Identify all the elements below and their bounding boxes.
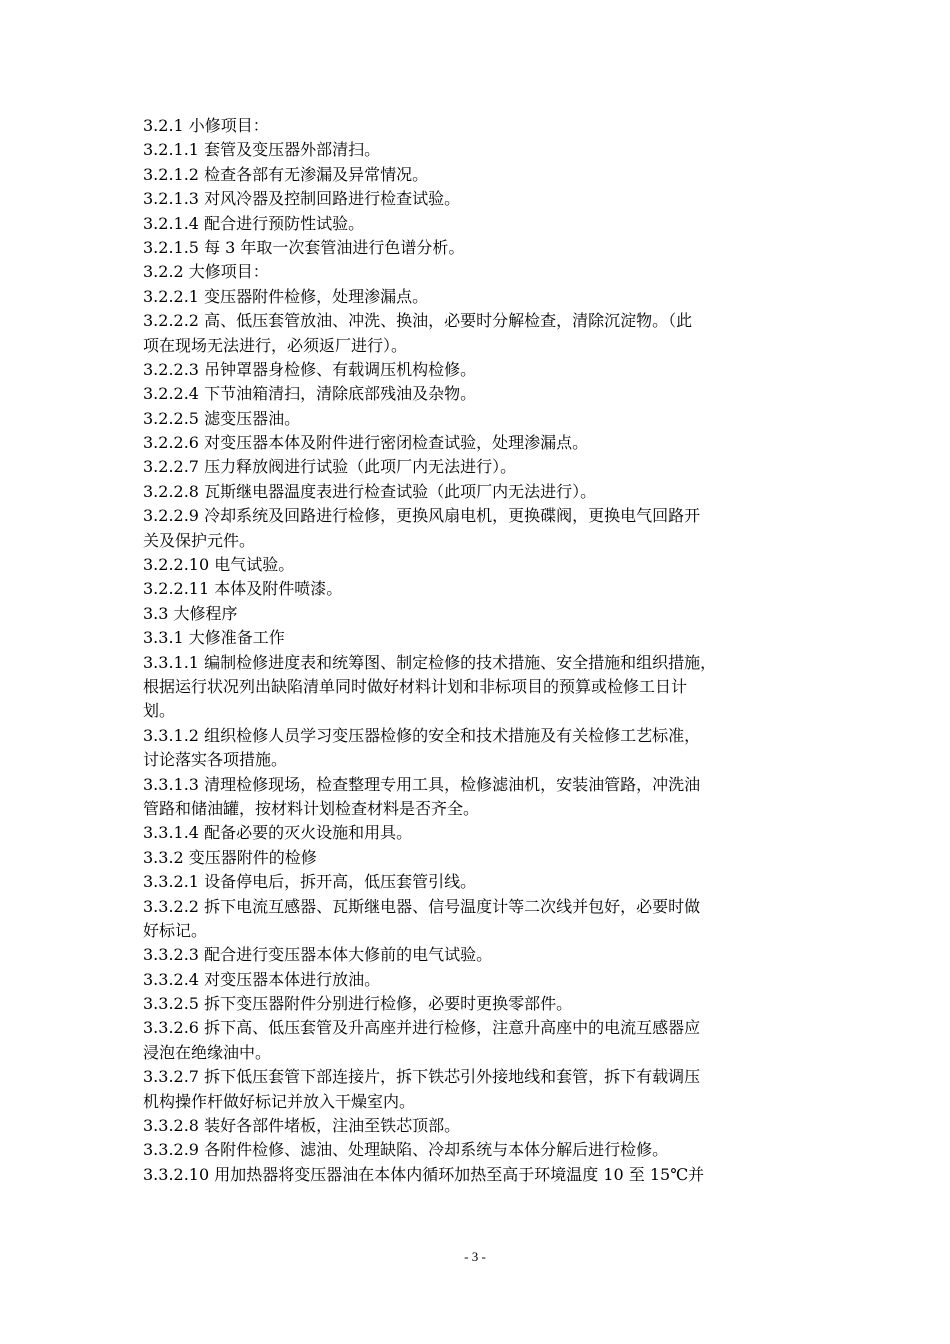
text-line: 3.2.2.9 冷却系统及回路进行检修，更换风扇电机，更换碟阀，更换电气回路开 xyxy=(143,506,701,526)
text-line: 3.2.2 大修项目： xyxy=(143,262,269,282)
text-line: 3.2.2.8 瓦斯继电器温度表进行检查试验（此项厂内无法进行）。 xyxy=(143,481,597,501)
text-line: 3.2.2.7 压力释放阀进行试验（此项厂内无法进行）。 xyxy=(143,457,517,477)
text-line: 3.2.1.1 套管及变压器外部清扫。 xyxy=(143,140,381,160)
text-line: 划。 xyxy=(143,701,176,721)
text-line: 管路和储油罐，按材料计划检查材料是否齐全。 xyxy=(143,798,480,818)
text-line: 3.2.1 小修项目： xyxy=(143,116,269,135)
text-line: 3.3.2.7 拆下低压套管下部连接片，拆下铁芯引外接地线和套管，拆下有载调压 xyxy=(143,1067,701,1087)
text-line: 3.3.2.1 设备停电后，拆开高，低压套管引线。 xyxy=(143,872,477,892)
text-line: 3.2.1.3 对风冷器及控制回路进行检查试验。 xyxy=(143,189,461,209)
text-line: 3.3.2.2 拆下电流互感器、瓦斯继电器、信号温度计等二次线并包好，必要时做 xyxy=(143,896,701,916)
text-line: 好标记。 xyxy=(143,920,208,940)
text-line: 3.2.2.3 吊钟罩器身检修、有载调压机构检修。 xyxy=(143,359,477,379)
text-line: 3.3.2.8 装好各部件堵板，注油至铁芯顶部。 xyxy=(143,1116,461,1136)
text-line: 3.3.1.4 配备必要的灭火设施和用具。 xyxy=(143,823,413,843)
text-line: 3.3.1.3 清理检修现场，检查整理专用工具，检修滤油机，安装油管路，冲洗油 xyxy=(143,774,701,794)
page-number: - 3 - xyxy=(464,1249,486,1264)
text-line: 3.3.2.3 配合进行变压器本体大修前的电气试验。 xyxy=(143,945,493,965)
text-line: 讨论落实各项措施。 xyxy=(143,750,288,770)
text-line: 项在现场无法进行，必须返厂进行）。 xyxy=(143,335,408,355)
text-line: 3.3.2.5 拆下变压器附件分别进行检修，必要时更换零部件。 xyxy=(143,994,573,1014)
text-line: 3.3.2.6 拆下高、低压套管及升高座并进行检修，注意升高座中的电流互感器应 xyxy=(143,1018,701,1038)
text-line: 3.2.2.6 对变压器本体及附件进行密闭检查试验，处理渗漏点。 xyxy=(143,433,589,453)
text-line: 3.2.1.2 检查各部有无渗漏及异常情况。 xyxy=(143,164,429,184)
text-line: 3.2.1.5 每 3 年取一次套管油进行色谱分析。 xyxy=(143,237,465,257)
text-line: 3.2.2.5 滤变压器油。 xyxy=(143,408,301,428)
text-line: 3.3.2 变压器附件的检修 xyxy=(143,847,317,867)
text-line: 根据运行状况列出缺陷清单同时做好材料计划和非标项目的预算或检修工日计 xyxy=(143,676,688,696)
text-line: 浸泡在绝缘油中。 xyxy=(143,1042,272,1062)
text-line: 3.3.2.10 用加热器将变压器油在本体内循环加热至高于环境温度 10 至 15℃并 xyxy=(143,1164,705,1184)
text-line: 3.3.1.2 组织检修人员学习变压器检修的安全和技术措施及有关检修工艺标准， xyxy=(143,725,701,745)
text-line: 3.3.2.4 对变压器本体进行放油。 xyxy=(143,969,381,989)
text-line: 3.2.1.4 配合进行预防性试验。 xyxy=(143,213,365,233)
text-line: 3.2.2.11 本体及附件喷漆。 xyxy=(143,579,343,599)
text-line: 3.3.1 大修准备工作 xyxy=(143,628,285,648)
text-line: 3.3.1.1 编制检修进度表和统筹图、制定检修的技术措施、安全措施和组织措施， xyxy=(143,652,717,672)
text-line: 3.3.2.9 各附件检修、滤油、处理缺陷、冷却系统与本体分解后进行检修。 xyxy=(143,1140,669,1160)
text-line: 机构操作杆做好标记并放入干燥室内。 xyxy=(143,1091,416,1111)
text-line: 3.2.2.10 电气试验。 xyxy=(143,555,295,575)
text-line: 3.2.2.4 下节油箱清扫，清除底部残油及杂物。 xyxy=(143,384,477,404)
text-line: 关及保护元件。 xyxy=(143,530,256,550)
text-line: 3.2.2.2 高、低压套管放油、冲洗、换油，必要时分解检查，清除沉淀物。（此 xyxy=(143,311,693,331)
document-body xyxy=(143,114,809,1187)
text-line: 3.3 大修程序 xyxy=(143,603,238,623)
text-line: 3.2.2.1 变压器附件检修，处理渗漏点。 xyxy=(143,286,429,306)
